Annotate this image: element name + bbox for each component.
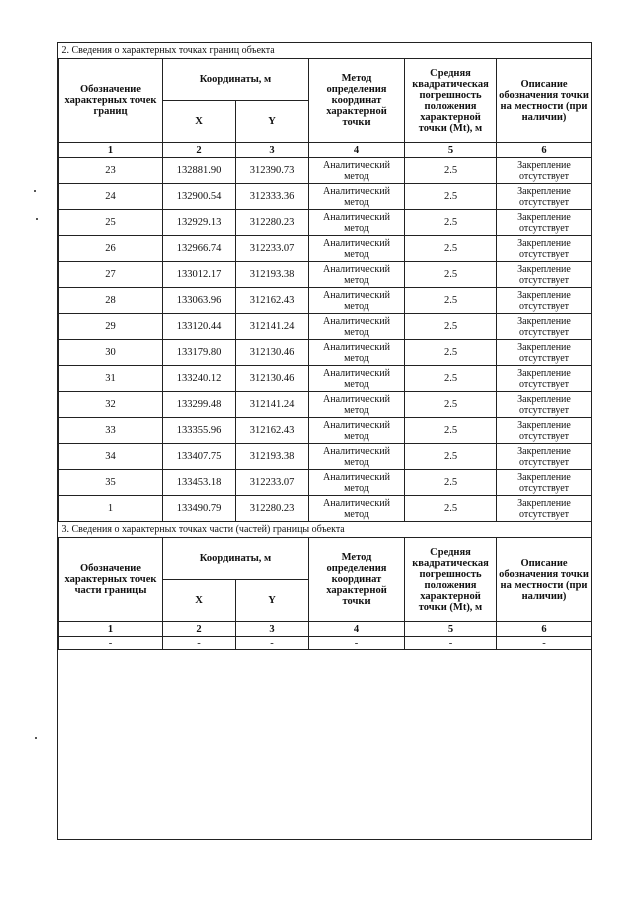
column-number: 2 bbox=[163, 143, 236, 158]
x-cell: 132900.54 bbox=[163, 184, 236, 210]
point-cell: 33 bbox=[59, 418, 163, 444]
table-row bbox=[59, 392, 592, 418]
description-cell: Закрепление отсутствует bbox=[497, 418, 592, 444]
section2-title: 2. Сведения о характерных точках границ объекта bbox=[59, 43, 592, 59]
x-cell: 133453.18 bbox=[163, 470, 236, 496]
method-cell: Аналитический метод bbox=[309, 184, 405, 210]
error-cell: 2.5 bbox=[405, 236, 497, 262]
method-cell: Аналитический метод bbox=[309, 158, 405, 184]
point-cell: 1 bbox=[59, 496, 163, 522]
table-row bbox=[59, 637, 592, 650]
y-cell: 312280.23 bbox=[236, 210, 309, 236]
s3-column-numbers-row bbox=[59, 622, 592, 637]
point-cell: 24 bbox=[59, 184, 163, 210]
y-cell: 312390.73 bbox=[236, 158, 309, 184]
error-cell: - bbox=[405, 637, 497, 650]
point-cell: 23 bbox=[59, 158, 163, 184]
column-number: 3 bbox=[236, 143, 309, 158]
description-cell: Закрепление отсутствует bbox=[497, 496, 592, 522]
point-cell: 29 bbox=[59, 314, 163, 340]
error-cell: 2.5 bbox=[405, 470, 497, 496]
column-number: 5 bbox=[405, 143, 497, 158]
description-cell: Закрепление отсутствует bbox=[497, 314, 592, 340]
method-cell: Аналитический метод bbox=[309, 366, 405, 392]
column-number: 6 bbox=[497, 143, 592, 158]
method-cell: Аналитический метод bbox=[309, 340, 405, 366]
error-cell: 2.5 bbox=[405, 210, 497, 236]
table-row bbox=[59, 236, 592, 262]
error-cell: 2.5 bbox=[405, 184, 497, 210]
method-cell: Аналитический метод bbox=[309, 496, 405, 522]
description-cell: - bbox=[497, 637, 592, 650]
x-cell: 133240.12 bbox=[163, 366, 236, 392]
table-row bbox=[59, 418, 592, 444]
description-cell: Закрепление отсутствует bbox=[497, 288, 592, 314]
point-cell: 34 bbox=[59, 444, 163, 470]
error-cell: 2.5 bbox=[405, 288, 497, 314]
table-row bbox=[59, 444, 592, 470]
point-cell: 30 bbox=[59, 340, 163, 366]
description-cell: Закрепление отсутствует bbox=[497, 158, 592, 184]
description-cell: Закрепление отсутствует bbox=[497, 262, 592, 288]
x-cell: 133120.44 bbox=[163, 314, 236, 340]
method-cell: Аналитический метод bbox=[309, 392, 405, 418]
y-cell: 312162.43 bbox=[236, 288, 309, 314]
y-cell: 312141.24 bbox=[236, 314, 309, 340]
header-designation: Обозначение характерных точек границ bbox=[59, 59, 163, 143]
error-cell: 2.5 bbox=[405, 496, 497, 522]
x-cell: 133063.96 bbox=[163, 288, 236, 314]
column-number: 4 bbox=[309, 622, 405, 637]
description-cell: Закрепление отсутствует bbox=[497, 392, 592, 418]
y-cell: 312193.38 bbox=[236, 262, 309, 288]
error-cell: 2.5 bbox=[405, 418, 497, 444]
error-cell: 2.5 bbox=[405, 392, 497, 418]
column-number: 6 bbox=[497, 622, 592, 637]
document-frame bbox=[57, 42, 592, 840]
column-number: 3 bbox=[236, 622, 309, 637]
y-cell: 312233.07 bbox=[236, 470, 309, 496]
error-cell: 2.5 bbox=[405, 340, 497, 366]
y-cell: 312333.36 bbox=[236, 184, 309, 210]
x-cell: 132966.74 bbox=[163, 236, 236, 262]
y-cell: 312280.23 bbox=[236, 496, 309, 522]
header-description: Описание обозначения точки на местности (при наличии) bbox=[497, 59, 592, 143]
description-cell: Закрепление отсутствует bbox=[497, 444, 592, 470]
method-cell: Аналитический метод bbox=[309, 314, 405, 340]
x-cell: 132881.90 bbox=[163, 158, 236, 184]
x-cell: 133299.48 bbox=[163, 392, 236, 418]
y-cell: 312141.24 bbox=[236, 392, 309, 418]
y-cell: 312162.43 bbox=[236, 418, 309, 444]
point-cell: 25 bbox=[59, 210, 163, 236]
description-cell: Закрепление отсутствует bbox=[497, 210, 592, 236]
header-x: X bbox=[163, 101, 236, 143]
method-cell: Аналитический метод bbox=[309, 418, 405, 444]
point-cell: 32 bbox=[59, 392, 163, 418]
error-cell: 2.5 bbox=[405, 262, 497, 288]
s3-header-coords: Координаты, м bbox=[163, 538, 309, 580]
x-cell: 133355.96 bbox=[163, 418, 236, 444]
s3-header-description: Описание обозначения точки на местности (при наличии) bbox=[497, 538, 592, 622]
point-cell: 28 bbox=[59, 288, 163, 314]
x-cell: - bbox=[163, 637, 236, 650]
error-cell: 2.5 bbox=[405, 314, 497, 340]
x-cell: 132929.13 bbox=[163, 210, 236, 236]
error-cell: 2.5 bbox=[405, 366, 497, 392]
method-cell: Аналитический метод bbox=[309, 236, 405, 262]
description-cell: Закрепление отсутствует bbox=[497, 366, 592, 392]
s3-header-designation: Обозначение характерных точек части границы bbox=[59, 538, 163, 622]
header-y: Y bbox=[236, 101, 309, 143]
method-cell: - bbox=[309, 637, 405, 650]
point-cell: 26 bbox=[59, 236, 163, 262]
scan-speck bbox=[36, 218, 38, 220]
column-number: 1 bbox=[59, 622, 163, 637]
description-cell: Закрепление отсутствует bbox=[497, 236, 592, 262]
table-row bbox=[59, 314, 592, 340]
x-cell: 133012.17 bbox=[163, 262, 236, 288]
table-row bbox=[59, 158, 592, 184]
column-numbers-row bbox=[59, 143, 592, 158]
point-cell: - bbox=[59, 637, 163, 650]
table-row bbox=[59, 366, 592, 392]
method-cell: Аналитический метод bbox=[309, 288, 405, 314]
description-cell: Закрепление отсутствует bbox=[497, 184, 592, 210]
s3-header-y: Y bbox=[236, 580, 309, 622]
error-cell: 2.5 bbox=[405, 158, 497, 184]
y-cell: 312130.46 bbox=[236, 340, 309, 366]
point-cell: 35 bbox=[59, 470, 163, 496]
point-cell: 31 bbox=[59, 366, 163, 392]
x-cell: 133179.80 bbox=[163, 340, 236, 366]
y-cell: 312233.07 bbox=[236, 236, 309, 262]
y-cell: 312130.46 bbox=[236, 366, 309, 392]
s3-header-x: X bbox=[163, 580, 236, 622]
point-cell: 27 bbox=[59, 262, 163, 288]
method-cell: Аналитический метод bbox=[309, 262, 405, 288]
table-row bbox=[59, 184, 592, 210]
method-cell: Аналитический метод bbox=[309, 470, 405, 496]
points-table bbox=[58, 43, 592, 650]
table-row bbox=[59, 470, 592, 496]
column-number: 4 bbox=[309, 143, 405, 158]
column-number: 5 bbox=[405, 622, 497, 637]
header-method: Метод определения координат характерной точки bbox=[309, 59, 405, 143]
error-cell: 2.5 bbox=[405, 444, 497, 470]
header-coords: Координаты, м bbox=[163, 59, 309, 101]
scan-speck bbox=[34, 190, 36, 192]
table-row bbox=[59, 210, 592, 236]
table-row bbox=[59, 496, 592, 522]
column-number: 2 bbox=[163, 622, 236, 637]
y-cell: 312193.38 bbox=[236, 444, 309, 470]
scan-speck bbox=[35, 737, 37, 739]
table-row bbox=[59, 262, 592, 288]
s3-header-method: Метод определения координат характерной точки bbox=[309, 538, 405, 622]
s3-header-error: Средняя квадратическая погрешность положения характерной точки (Mt), м bbox=[405, 538, 497, 622]
description-cell: Закрепление отсутствует bbox=[497, 470, 592, 496]
column-number: 1 bbox=[59, 143, 163, 158]
section3-title: 3. Сведения о характерных точках части (частей) границы объекта bbox=[59, 522, 592, 538]
table-row bbox=[59, 340, 592, 366]
table-row bbox=[59, 288, 592, 314]
header-error: Средняя квадратическая погрешность положения характерной точки (Mt), м bbox=[405, 59, 497, 143]
x-cell: 133490.79 bbox=[163, 496, 236, 522]
x-cell: 133407.75 bbox=[163, 444, 236, 470]
method-cell: Аналитический метод bbox=[309, 444, 405, 470]
description-cell: Закрепление отсутствует bbox=[497, 340, 592, 366]
y-cell: - bbox=[236, 637, 309, 650]
method-cell: Аналитический метод bbox=[309, 210, 405, 236]
